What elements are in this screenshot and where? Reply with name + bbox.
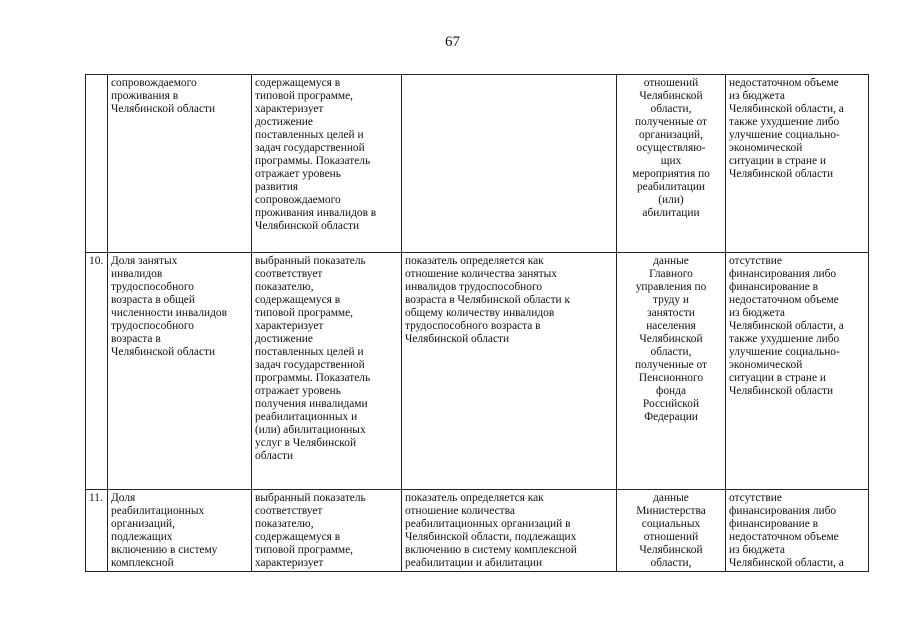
table-row <box>86 75 869 253</box>
row-number-cell <box>86 75 108 253</box>
indicator-name-cell: Доля реабилитационных организаций, подлежащих включению в систему комплексной <box>108 490 252 572</box>
indicator-name-cell: сопровождаемого проживания в Челябинской области <box>108 75 252 253</box>
row-number-cell: 10. <box>86 253 108 490</box>
risk-factors-cell: отсутствие финансирования либо финансирование в недостаточном объеме из бюджета Челябинской области, а <box>726 490 869 572</box>
calculation-method-cell <box>402 75 617 253</box>
indicator-name-cell: Доля занятых инвалидов трудоспособного возраста в общей численности инвалидов трудоспособного возраста в Челябинской области <box>108 253 252 490</box>
indicator-description-cell: выбранный показатель соответствует показателю, содержащемуся в типовой программе, характеризует достижение поставленных целей и задач государственной программы. Показатель отражает уровень получения инвалидами реабилитационных и (или) абилитационных услуг в Челябинской области <box>252 253 402 490</box>
risk-factors-cell: отсутствие финансирования либо финансирование в недостаточном объеме из бюджета Челябинской области, а также ухудшение либо улучшение социально- экономической ситуации в стране и Челябинской области <box>726 253 869 490</box>
indicator-table <box>85 74 869 572</box>
indicator-description-cell: выбранный показатель соответствует показателю, содержащемуся в типовой программе, характеризует <box>252 490 402 572</box>
calculation-method-cell: показатель определяется как отношение количества занятых инвалидов трудоспособного возраста в Челябинской области к общему количеству инвалидов трудоспособного возраста в Челябинской области <box>402 253 617 490</box>
row-number-cell: 11. <box>86 490 108 572</box>
data-source-cell: данные Главного управления по труду и занятости населения Челябинской области, полученные от Пенсионного фонда Российской Федерации <box>617 253 726 490</box>
table-row <box>86 490 869 572</box>
calculation-method-cell: показатель определяется как отношение количества реабилитационных организаций в Челябинской области, подлежащих включению в систему комплексной реабилитации и абилитации <box>402 490 617 572</box>
table-row <box>86 253 869 490</box>
data-source-cell: данные Министерства социальных отношений Челябинской области, <box>617 490 726 572</box>
data-source-cell: отношений Челябинской области, полученные от организаций, осуществляю- щих мероприятия по реабилитации (или) абилитации <box>617 75 726 253</box>
risk-factors-cell: недостаточном объеме из бюджета Челябинской области, а также ухудшение либо улучшение социально- экономической ситуации в стране и Челябинской области <box>726 75 869 253</box>
page-number: 67 <box>445 34 460 50</box>
indicator-description-cell: содержащемуся в типовой программе, характеризует достижение поставленных целей и задач государственной программы. Показатель отражает уровень развития сопровождаемого проживания инвалидов в Челябинской области <box>252 75 402 253</box>
